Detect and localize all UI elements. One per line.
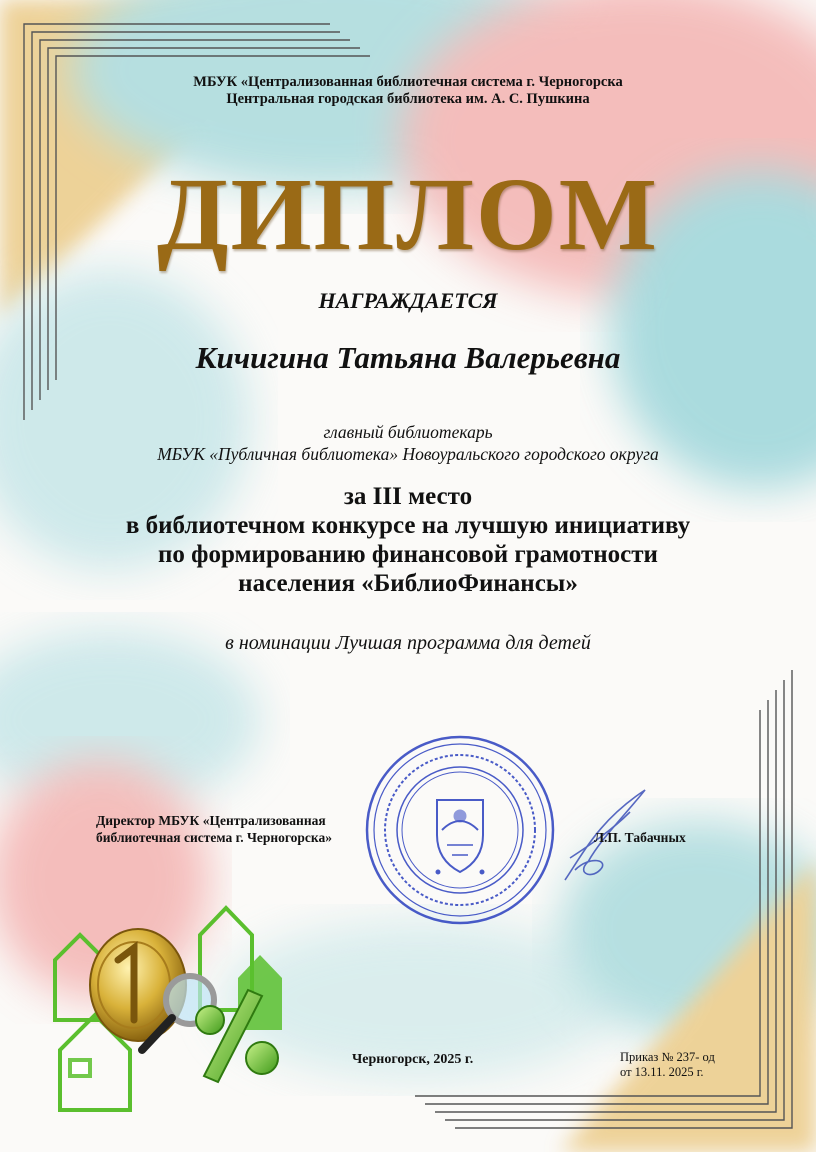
director-line-2: библиотечная система г. Черногорска» [96,830,332,845]
order-line-2: от 13.11. 2025 г. [620,1065,704,1079]
city-year: Черногорск, 2025 г. [352,1052,474,1067]
recipient-position-line-2: МБУК «Публичная библиотека» Новоуральского городского округа [157,444,659,464]
reason-line-4: населения «БиблиоФинансы» [238,570,578,597]
reason-line-3: по формированию финансовой грамотности [158,541,658,568]
award-reason [0,482,816,598]
order-line-1: Приказ № 237- од [620,1050,715,1064]
organization-header [0,74,816,108]
organization-line-1: МБУК «Централизованная библиотечная система г. Черногорска [193,74,623,90]
nomination: в номинации Лучшая программа для детей [225,632,591,654]
reason-line-2: в библиотечном конкурсе на лучшую инициативу [125,512,691,539]
director-line-1: Директор МБУК «Централизованная [96,813,326,828]
order-reference [620,1050,715,1080]
awarded-label: НАГРАЖДАЕТСЯ [318,288,498,313]
recipient-name: Кичигина Татьяна Валерьевна [195,340,621,375]
recipient-position [0,421,816,465]
signer-name: Л.П. Табачных [594,830,686,845]
organization-line-2: Центральная городская библиотека им. А. С. Пушкина [226,91,590,107]
recipient-position-line-1: главный библиотекарь [323,422,493,442]
reason-line-1: за III место [343,483,473,510]
director-title [96,812,416,846]
diploma-title: ДИПЛОМ [157,157,659,272]
